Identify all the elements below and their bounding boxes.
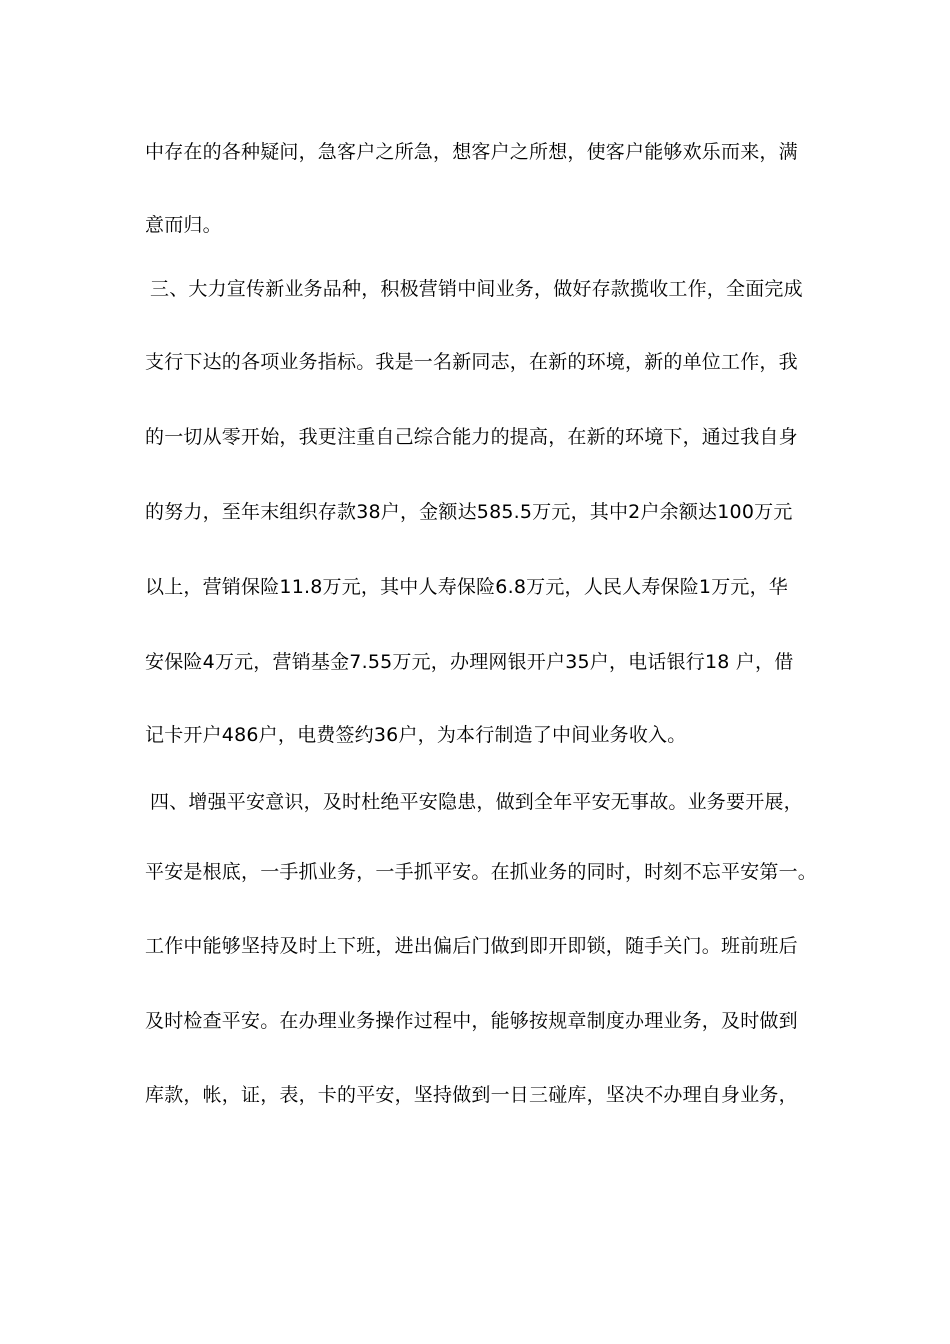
- body-text-line: 安保险4万元，营销基金7.55万元，办理网银开户35户，电话银行18 户，借: [145, 651, 794, 673]
- section-heading-line: 四、增强平安意识，及时杜绝平安隐患，做到全年平安无事故。业务要开展，: [150, 791, 803, 813]
- body-text-line: 意而归。: [145, 214, 222, 236]
- body-text-line: 中存在的各种疑问，急客户之所急，想客户之所想，使客户能够欢乐而来，满: [145, 141, 798, 163]
- body-text-line: 及时检查平安。在办理业务操作过程中，能够按规章制度办理业务，及时做到: [145, 1010, 798, 1032]
- body-text-line: 工作中能够坚持及时上下班，进出偏后门做到即开即锁，随手关门。班前班后: [145, 935, 798, 957]
- body-text-line: 库款，帐，证，表，卡的平安，坚持做到一日三碰库，坚决不办理自身业务，: [145, 1084, 798, 1106]
- body-text-line: 支行下达的各项业务指标。我是一名新同志，在新的环境，新的单位工作，我: [145, 351, 798, 373]
- body-text-line: 平安是根底，一手抓业务，一手抓平安。在抓业务的同时，时刻不忘平安第一。: [145, 861, 818, 883]
- body-text-line: 的努力，至年末组织存款38户，金额达585.5万元，其中2户余额达100万元: [145, 501, 793, 523]
- body-text-line: 记卡开户486户，电费签约36户，为本行制造了中间业务收入。: [145, 724, 687, 746]
- section-heading-line: 三、大力宣传新业务品种，积极营销中间业务，做好存款揽收工作，全面完成: [150, 278, 803, 300]
- body-text-line: 的一切从零开始，我更注重自己综合能力的提高，在新的环境下，通过我自身: [145, 426, 798, 448]
- body-text-line: 以上，营销保险11.8万元，其中人寿保险6.8万元，人民人寿保险1万元，华: [145, 576, 789, 598]
